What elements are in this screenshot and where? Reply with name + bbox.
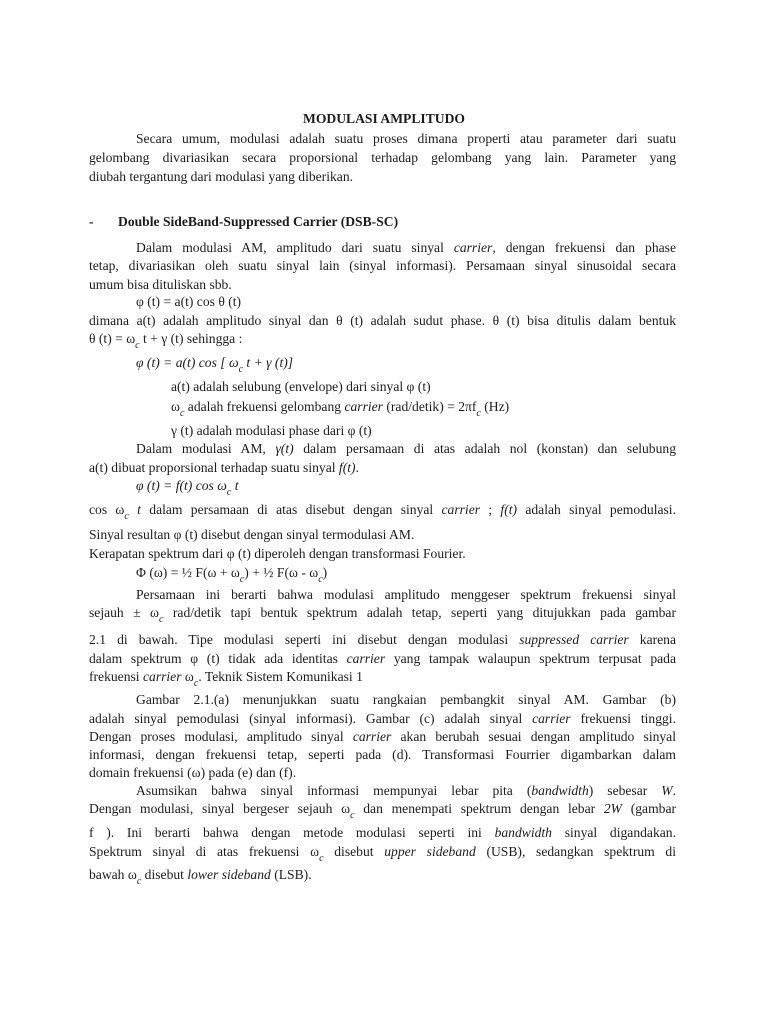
equation-3: φ (t) = f(t) $\cos \omega_c$ t — [136, 478, 239, 498]
p2-line-2: a(t) dibuat proporsional terhadap suatu sinyal f(t). — [89, 460, 359, 475]
p5-line-5: bawah $\omega_c$ disebut lower sideband (LSB). — [89, 867, 312, 887]
p3-line-3: 2.1 di bawah. Tipe modulasi seperti ini disebut dengan modulasi suppressed carrier karena — [89, 632, 677, 647]
p3-line-5: frekuensi carrier $\omega_c$. Teknik Sistem Komunikasi 1 — [89, 669, 363, 689]
cos-line: $\cos \omega_c$ t dalam persamaan di atas disebut dengan sinyal carrier ; f(t) adalah sinyal pemodulasi. — [89, 502, 676, 522]
p5-line-1: Asumsikan bahwa sinyal informasi mempunyai lebar pita (bandwidth) sebesar W. — [136, 783, 676, 798]
p4-line-5: domain frekuensi (ω) pada (e) dan (f). — [89, 765, 297, 780]
p5-line-2: Dengan modulasi, sinyal bergeser sejauh $\omega_c$ dan menempati spektrum dengan lebar 2W (gambar — [89, 801, 677, 821]
equation-1: φ (t) = a(t) cos θ (t) — [136, 294, 242, 309]
p4-line-1: Gambar 2.1.(a) menunjukkan suatu rangkaian pembangkit sinyal AM. Gambar (b) — [136, 692, 676, 707]
p1-line-1: Dalam modulasi AM, amplitudo dari suatu sinyal carrier, dengan frekuensi dan phase — [136, 240, 676, 255]
p4-line-4: informasi, dengan frekuensi tetap, seperti pada (d). Transformasi Fourrier digambarkan dalam — [89, 747, 676, 762]
p1-line-3: umum bisa dituliskan sbb. — [89, 277, 232, 292]
equation-2: φ (t) = a(t) cos [ $\omega_c$ t + γ (t)] — [136, 355, 294, 375]
intro-line-1: Secara umum, modulasi adalah suatu proses dimana properti atau parameter dari suatu — [136, 131, 676, 146]
page-title: MODULASI AMPLITUDO — [302, 111, 465, 126]
def-phase: γ (t) adalah modulasi phase dari φ (t) — [171, 423, 372, 438]
def-carrier-freq: $\omega_c$ adalah frekuensi gelombang carrier (rad/detik) = $2\pi f_c$ (Hz) — [171, 399, 510, 419]
intro-line-3: diubah tergantung dari modulasi yang diberikan. — [89, 169, 354, 184]
p4-line-2: adalah sinyal pemodulasi (sinyal informasi). Gambar (c) adalah sinyal carrier frekuensi tinggi. — [89, 711, 676, 726]
dimana-line: dimana a(t) adalah amplitudo sinyal dan θ (t) adalah sudut phase. θ (t) bisa ditulis dalam bentuk — [89, 313, 677, 328]
spectrum-density-line: Kerapatan spektrum dari φ (t) diperoleh dengan transformasi Fourier. — [89, 546, 466, 561]
p3-line-4: dalam spektrum φ (t) tidak ada identitas carrier yang tampak walaupun spektrum terpusat pada — [89, 651, 676, 666]
equation-4: Φ (ω) = ½ $F(\omega + \omega_c)$ + ½ $F(\omega - \omega_c)$ — [136, 565, 328, 585]
section-bullet: - — [89, 214, 94, 229]
p5-line-3: f ). Ini berarti bahwa dengan metode modulasi seperti ini bandwidth sinyal digandakan. — [89, 825, 676, 840]
p3-line-1: Persamaan ini berarti bahwa modulasi amplitudo menggeser spektrum frekuensi sinyal — [136, 587, 676, 602]
intro-line-2: gelombang divariasikan secara proporsional terhadap gelombang yang lain. Parameter yang — [89, 150, 676, 165]
theta-line: θ $(t) = \omega_c$ t + γ (t) sehingga : — [89, 331, 243, 351]
p3-line-2: sejauh ± $\omega_c$ rad/detik tapi bentuk spektrum adalah tetap, seperti yang ditujukkan pada gambar — [89, 605, 676, 625]
resultant-line: Sinyal resultan φ (t) disebut dengan sinyal termodulasi AM. — [89, 527, 415, 542]
p4-line-3: Dengan proses modulasi, amplitudo sinyal carrier akan berubah sesuai dengan amplitudo sinyal — [89, 729, 676, 744]
section-heading: Double SideBand-Suppressed Carrier (DSB-SC) — [118, 214, 399, 229]
p1-line-2: tetap, divariasikan oleh suatu sinyal lain (sinyal informasi). Persamaan sinyal sinusoidal secara — [89, 258, 676, 273]
p5-line-4: Spektrum sinyal di atas frekuensi $\omega_c$ disebut upper sideband (USB), sedangkan spektrum di — [89, 844, 677, 864]
p2-line-1: Dalam modulasi AM, γ(t) dalam persamaan di atas adalah nol (konstan) dan selubung — [136, 441, 676, 456]
def-envelope: a(t) adalah selubung (envelope) dari sinyal φ (t) — [171, 379, 431, 394]
